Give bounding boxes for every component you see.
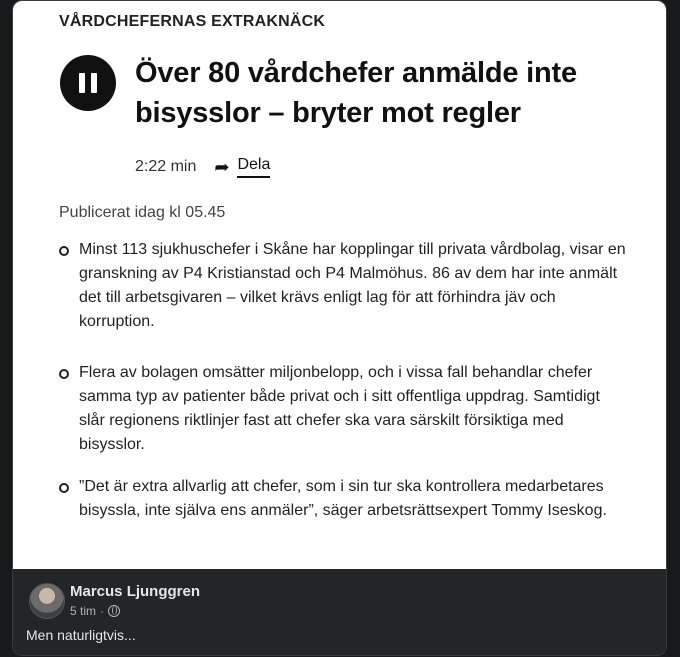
list-item — [59, 238, 629, 334]
share-button[interactable] — [214, 156, 270, 178]
published-date: Publicerat idag kl 05.45 — [59, 204, 226, 221]
pause-icon-bar — [91, 73, 97, 93]
bullet-text: Flera av bolagen omsätter miljonbelopp, och i vissa fall behandlar chefer samma typ av patienter både privat och i sitt offentliga uppdrag. Samtidigt slår regionens riktlinjer fast att chefer ska vara särskilt försiktiga med bisysslor. — [79, 364, 600, 453]
separator: · — [100, 604, 105, 618]
globe-icon[interactable] — [108, 605, 120, 617]
pause-button[interactable] — [60, 55, 116, 111]
article-headline: Över 80 vårdchefer anmälde inte bisysslor – bryter mot regler — [135, 57, 577, 129]
facebook-post-card — [12, 0, 667, 656]
audio-meta — [135, 156, 270, 178]
bullet-icon — [59, 483, 69, 493]
post-footer — [13, 569, 666, 656]
list-item — [59, 361, 629, 457]
bullet-text: Minst 113 sjukhuschefer i Skåne har kopplingar till privata vårdbolag, visar en granskning av P4 Kristianstad och P4 Malmöhus. 86 av dem har inte anmält det till arbetsgivaren – vilket krävs enligt lag för att förhindra jäv och korruption. — [79, 241, 626, 330]
post-time[interactable]: 5 tim — [70, 604, 97, 618]
post-caption: Men naturligtvis... — [26, 627, 136, 643]
article-screenshot[interactable] — [13, 1, 666, 569]
post-timestamp — [70, 604, 120, 618]
author-name[interactable]: Marcus Ljunggren — [70, 583, 201, 600]
bullet-text: ”Det är extra allvarlig att chefer, som i sin tur ska kontrollera medarbetares bisyssla, inte själva ens anmäler”, säger arbetsrättsexpert Tommy Iseskog. — [79, 478, 607, 519]
pause-icon — [79, 73, 85, 93]
article-kicker: VÅRDCHEFERNAS EXTRAKNÄCK — [59, 13, 326, 30]
share-label: Dela — [237, 156, 270, 178]
list-item — [59, 475, 629, 523]
bullet-icon — [59, 369, 69, 379]
avatar[interactable] — [29, 583, 65, 619]
share-arrow-icon: ➦ — [214, 157, 230, 177]
bullet-icon — [59, 246, 69, 256]
audio-duration: 2:22 min — [135, 158, 197, 175]
